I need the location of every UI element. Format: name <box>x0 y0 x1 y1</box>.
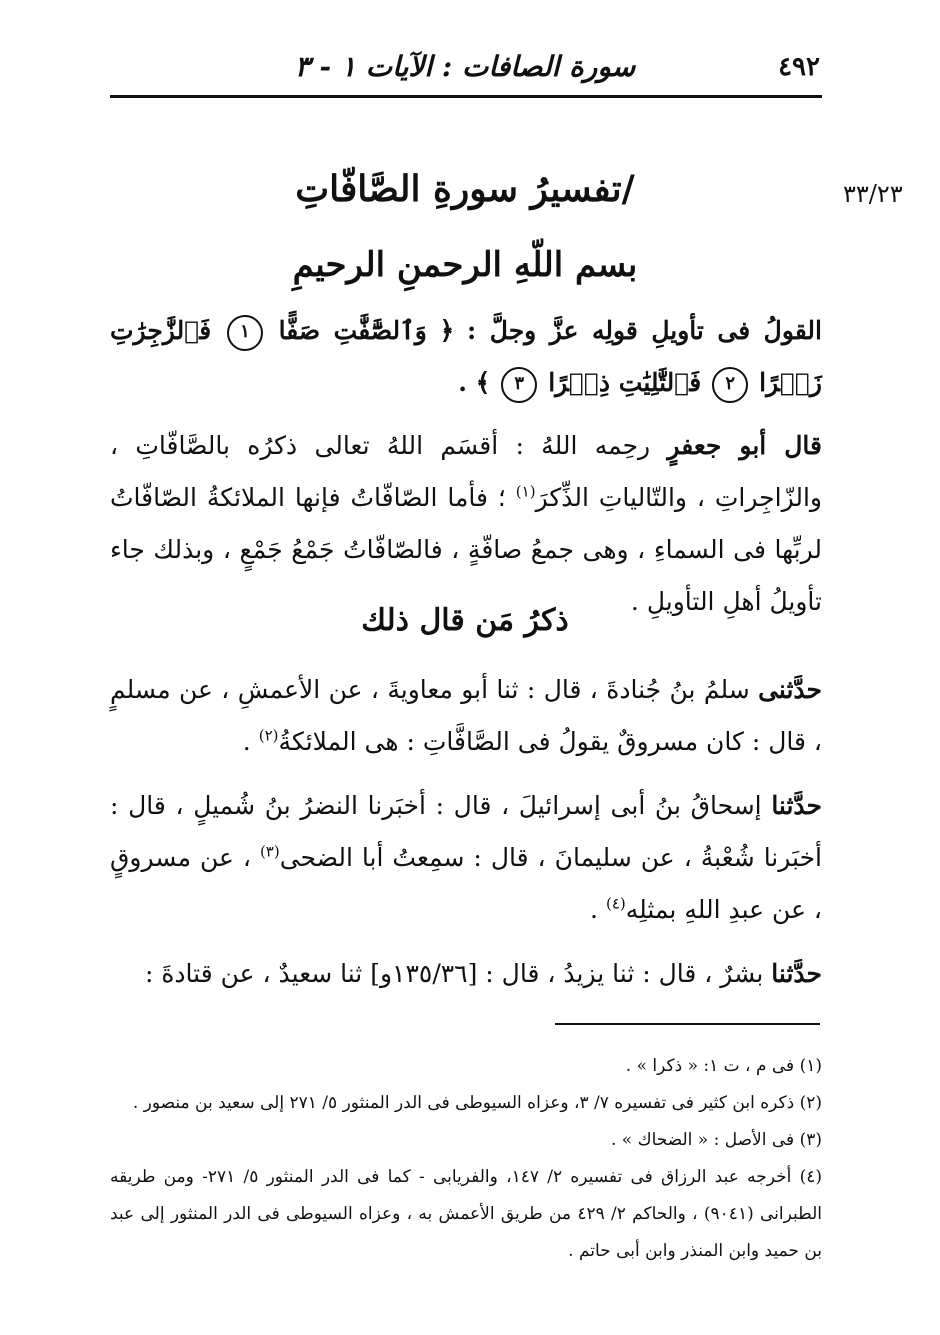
paragraph-text: إسحاقُ بنُ أبى إسرائيلَ ، قال : أخبَرنا النضرُ بنُ شُميلٍ ، قال : أخبَرنا شُعْبةُ ، عن سليمانَ ، قال : سمِعتُ أبا الضحى <box>110 791 823 872</box>
paragraph-text: سلمُ بنُ جُنادةَ ، قال : ثنا أبو معاويةَ ، عن الأعمشِ ، عن مسلمٍ ، قال : كان مسروقٌ يقولُ فى الصَّافَّاتِ : هى الملائكةُ <box>110 675 822 756</box>
quran-bracket-open: ﴿ <box>439 316 455 345</box>
basmala: بسم اللّهِ الرحمنِ الرحيمِ <box>292 245 638 285</box>
quran-bracket-close: ﴾ . <box>458 368 491 397</box>
quran-verse-3: فَٱلتَّٰلِيَٰتِ ذِكۡرًا <box>548 368 702 397</box>
footnote-3: (٣) فى الأصل : « الضحاك » . <box>610 1130 822 1150</box>
page-header <box>110 50 820 90</box>
footnote-ref-3: (٣) <box>259 842 280 861</box>
ayah-number-2: ٢ <box>712 367 748 403</box>
quran-verse-2: فَٱلزَّٰجِرَٰتِ زَجۡرًا <box>110 316 822 397</box>
section-title: ذكرُ مَن قال ذلك <box>361 603 569 638</box>
paragraph-text: . <box>590 895 598 924</box>
footnote-ref-4: (٤) <box>605 894 626 913</box>
paragraph-narration-3 <box>110 948 822 1000</box>
footnote-ref-2: (٢) <box>258 726 279 745</box>
paragraph-lead: قال أبو جعفرٍ <box>667 431 822 460</box>
ayah-number-3: ٣ <box>501 367 537 403</box>
paragraph-lead: حدَّثنا <box>771 959 822 988</box>
paragraph-lead: حدَّثنى <box>758 675 822 704</box>
page-number: ٤٩٢ <box>778 52 820 82</box>
footnotes <box>110 1048 822 1270</box>
paragraph-lead: حدَّثنا <box>771 791 823 820</box>
paragraph-text: ؛ فأما الصّافّاتُ فإنها الملائكةُ الصّافّاتُ لربِّها فى السماءِ ، وهى جمعُ صافّةٍ ، فالصّافّاتُ جَمْعُ جَمْعٍ ، وبذلك جاء تأويلُ أهلِ التأويلِ . <box>110 483 822 616</box>
running-title: سورة الصافات : الآيات ١ - ٣ <box>294 50 636 83</box>
paragraph-text: . <box>242 727 251 756</box>
paragraph-verse-intro <box>110 305 822 409</box>
quran-verse-1: وَٱلصَّٰٓفَّٰتِ صَفًّا <box>278 316 427 345</box>
paragraph-narration-2 <box>110 780 822 936</box>
paragraph-text: رحِمه اللهُ : أقسَم اللهُ تعالى ذكرُه بالصَّافّاتِ ، والزّاجِراتِ ، والتّالياتِ الذِّكرَ <box>110 431 823 512</box>
footnote-4: (٤) أخرجه عبد الرزاق فى تفسيره ٢/ ١٤٧، والفريابى - كما فى الدر المنثور ٥/ ٢٧١- ومن طريقه الطبرانى (٩٠٤١) ، والحاكم ٢/ ٤٢٩ من طريق الأعمش به ، وعزاه السيوطى فى الدر المنثور إلى عبد بن حميد وابن المنذر وابن أبى حاتم . <box>110 1167 822 1261</box>
paragraph-lead: القولُ فى تأويلِ قولِه عزَّ وجلَّ : <box>467 316 822 345</box>
paragraph-text: ، عن مسروقٍ ، عن عبدِ اللهِ بمثلِه <box>110 843 822 924</box>
ayah-number-1: ١ <box>227 315 263 351</box>
footnote-rule <box>555 1023 820 1025</box>
margin-reference: ٣٣/٢٣ <box>843 180 903 208</box>
footnote-ref-1: (١) <box>515 482 536 501</box>
footnote-1: (١) فى م ، ت ١: « ذكرا » . <box>625 1056 822 1076</box>
footnote-2: (٢) ذكره ابن كثير فى تفسيره ٧/ ٣، وعزاه السيوطى فى الدر المنثور ٥/ ٢٧١ إلى سعيد بن منصور . <box>132 1093 822 1113</box>
paragraph-text: بشرٌ ، قال : ثنا يزيدُ ، قال : [١٣٥/٣٦و] ثنا سعيدٌ ، عن قتادةَ : <box>144 959 764 988</box>
header-rule <box>110 95 822 98</box>
paragraph-narration-1 <box>110 664 822 768</box>
paragraph-abu-jafar <box>110 420 822 628</box>
chapter-title: /تفسيرُ سورةِ الصَّافّاتِ <box>295 168 635 210</box>
